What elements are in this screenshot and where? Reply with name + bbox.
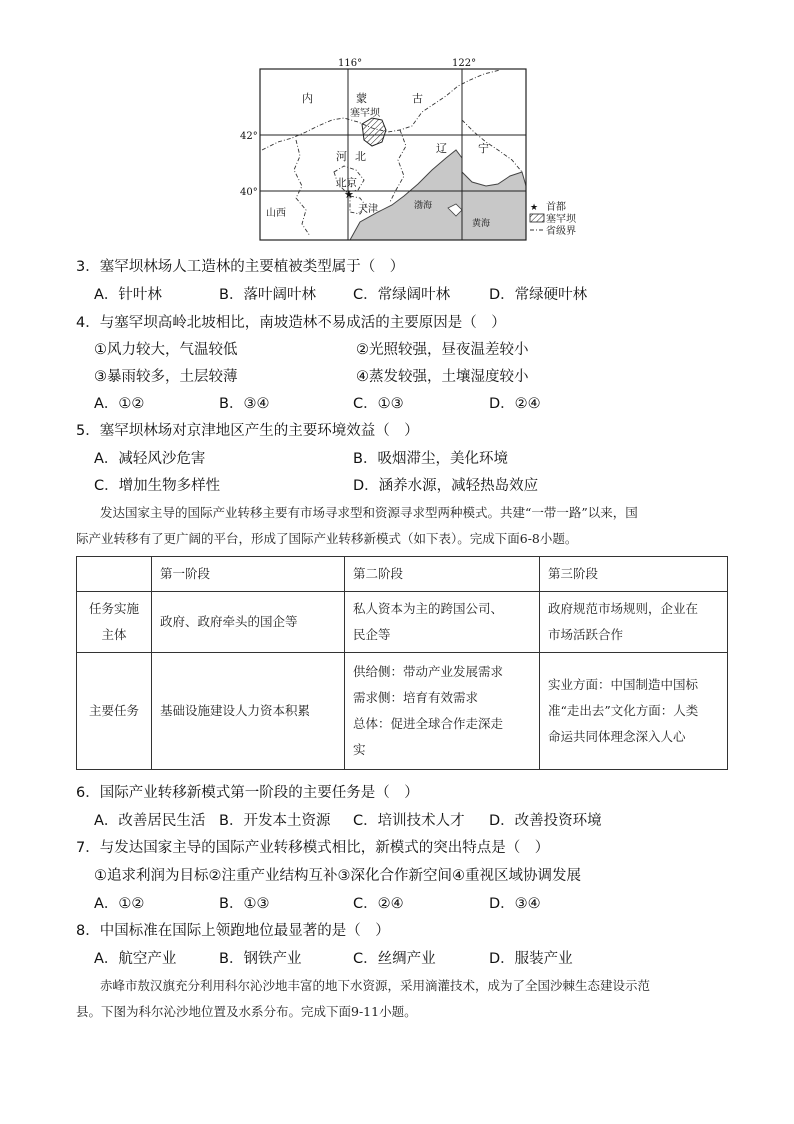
q4-option-a[interactable]: A．①② [94, 396, 145, 412]
intro2-line2: 县。下图为科尔沁沙地位置及水系分布。完成下面9-11小题。 [76, 1004, 417, 1019]
table-header-stage3: 第三阶段 [540, 557, 728, 592]
table-row [77, 592, 728, 653]
q5-option-c[interactable]: C．增加生物多样性 [94, 478, 221, 494]
label-meng: 蒙 [356, 92, 367, 105]
q4-option-c[interactable]: C．①③ [353, 396, 404, 412]
q3-option-c[interactable]: C．常绿阔叶林 [353, 287, 451, 303]
row1-stage3-a: 政府规范市场规则，企业在 [548, 601, 699, 616]
intro2-line1: 赤峰市敖汉旗充分利用科尔沁沙地丰富的地下水资源，采用滴灌技术，成为了全国沙棘生态建设示范 [100, 978, 651, 993]
legend-boundary-label: 省级界 [546, 226, 576, 237]
q3-option-d[interactable]: D．常绿硬叶林 [489, 287, 588, 303]
q4-stem: 4．与塞罕坝高岭北坡相比，南坡造林不易成活的主要原因是（ ） [76, 315, 506, 331]
row1-stage1: 政府、政府牵头的国企等 [152, 592, 345, 653]
row2-stage3-c: 命运共同体理念深入人心 [548, 729, 686, 744]
table-header-stage1: 第一阶段 [152, 557, 345, 592]
row2-stage2-a: 供给侧：带动产业发展需求 [353, 664, 504, 679]
lon-122-label: 122° [452, 58, 477, 69]
row1-label [77, 592, 152, 653]
label-beijing: 北京 [336, 177, 357, 189]
q5-option-a[interactable]: A．减轻风沙危害 [94, 451, 206, 467]
row2-stage1: 基础设施建设人力资本积累 [152, 653, 345, 770]
label-nei: 内 [302, 92, 313, 105]
q4-item-1: ①风力较大，气温较低 [94, 342, 238, 358]
q7-option-b[interactable]: B．①③ [219, 896, 270, 912]
q8-option-d[interactable]: D．服装产业 [489, 951, 573, 967]
q7-option-a[interactable]: A．①② [94, 896, 145, 912]
label-hebei: 河北 [336, 150, 374, 163]
row2-stage2-b: 需求侧：培育有效需求 [353, 690, 479, 705]
row1-stage3-b: 市场活跃合作 [548, 627, 624, 642]
row1-stage2 [345, 592, 540, 653]
intro1-line1: 发达国家主导的国际产业转移主要有市场寻求型和资源寻求型两种模式。共建“一带一路”以来，国 [100, 505, 638, 520]
row2-label: 主要任务 [77, 653, 152, 770]
q6-option-d[interactable]: D．改善投资环境 [489, 813, 602, 829]
row1-stage2-a: 私人资本为主的跨国公司、 [353, 601, 504, 616]
map-figure [236, 54, 596, 244]
table-header-empty [77, 557, 152, 592]
label-tianjin: 天津 [358, 204, 378, 215]
q8-stem: 8．中国标准在国际上领跑地位最显著的是（ ） [76, 923, 390, 939]
q3-option-a[interactable]: A．针叶林 [94, 287, 162, 303]
q5-stem: 5．塞罕坝林场对京津地区产生的主要环境效益（ ） [76, 423, 419, 439]
q5-option-d[interactable]: D．涵养水源，减轻热岛效应 [353, 478, 539, 494]
q3-stem: 3．塞罕坝林场人工造林的主要植被类型属于（ ） [76, 259, 405, 275]
legend-hatch-icon [530, 214, 544, 222]
q4-option-b[interactable]: B．③④ [219, 396, 270, 412]
table-header-row [77, 557, 728, 592]
q8-option-a[interactable]: A．航空产业 [94, 951, 177, 967]
q4-item-3: ③暴雨较多，土层较薄 [94, 369, 238, 385]
q6-stem: 6．国际产业转移新模式第一阶段的主要任务是（ ） [76, 785, 419, 801]
label-bohai: 渤海 [414, 201, 433, 211]
q3-option-b[interactable]: B．落叶阔叶林 [219, 287, 316, 303]
capital-star-icon: ★ [344, 188, 354, 201]
q6-option-a[interactable]: A．改善居民生活 [94, 813, 206, 829]
row2-stage3 [540, 653, 728, 770]
row2-stage2-d: 实 [353, 742, 366, 757]
label-saihanba: 塞罕坝 [350, 108, 380, 119]
row2-stage2-c: 总体：促进全球合作走深走 [353, 716, 504, 731]
lat-40-label: 40° [240, 187, 258, 198]
saihanba-area [362, 118, 386, 146]
intro1-line2: 际产业转移有了更广阔的平台，形成了国际产业转移新模式（如下表）。完成下面6-8小题。 [76, 531, 578, 546]
lat-42-label: 42° [240, 131, 258, 142]
row1-label-a: 任务实施 [88, 601, 139, 616]
lon-116-label: 116° [338, 58, 363, 69]
q7-option-d[interactable]: D．③④ [489, 896, 541, 912]
row1-stage2-b: 民企等 [353, 627, 391, 642]
row2-stage3-a: 实业方面：中国制造中国标 [548, 677, 699, 692]
q4-option-d[interactable]: D．②④ [489, 396, 541, 412]
label-liao: 辽 [436, 142, 447, 155]
legend-star-icon: ★ [530, 203, 539, 213]
legend-saihanba-label: 塞罕坝 [546, 214, 576, 225]
label-ning: 宁 [478, 142, 489, 155]
row1-label-b: 主体 [101, 627, 127, 642]
q6-option-b[interactable]: B．开发本土资源 [219, 813, 331, 829]
table-header-stage2: 第二阶段 [345, 557, 540, 592]
label-huanghai: 黄海 [472, 219, 491, 229]
label-shanxi: 山西 [266, 208, 286, 219]
row2-stage3-b: 准“走出去”文化方面：人类 [548, 703, 699, 718]
q4-item-4: ④蒸发较强，土壤湿度较小 [356, 369, 529, 385]
sea-area [350, 150, 526, 240]
q7-stem: 7．与发达国家主导的国际产业转移模式相比，新模式的突出特点是（ ） [76, 840, 550, 856]
q8-option-c[interactable]: C．丝绸产业 [353, 951, 436, 967]
q7-items: ①追求利润为目标②注重产业结构互补③深化合作新空间④重视区域协调发展 [94, 868, 581, 884]
row2-stage2 [345, 653, 540, 770]
q7-option-c[interactable]: C．②④ [353, 896, 404, 912]
q6-option-c[interactable]: C．培训技术人才 [353, 813, 465, 829]
q5-option-b[interactable]: B．吸烟滞尘，美化环境 [353, 451, 508, 467]
q8-option-b[interactable]: B．钢铁产业 [219, 951, 302, 967]
map-legend [530, 200, 577, 237]
industry-transfer-table [76, 556, 728, 770]
table-row [77, 653, 728, 770]
row1-stage3 [540, 592, 728, 653]
q4-item-2: ②光照较强，昼夜温差较小 [356, 342, 529, 358]
label-gu: 古 [412, 92, 423, 105]
legend-capital-label: 首都 [546, 202, 566, 213]
